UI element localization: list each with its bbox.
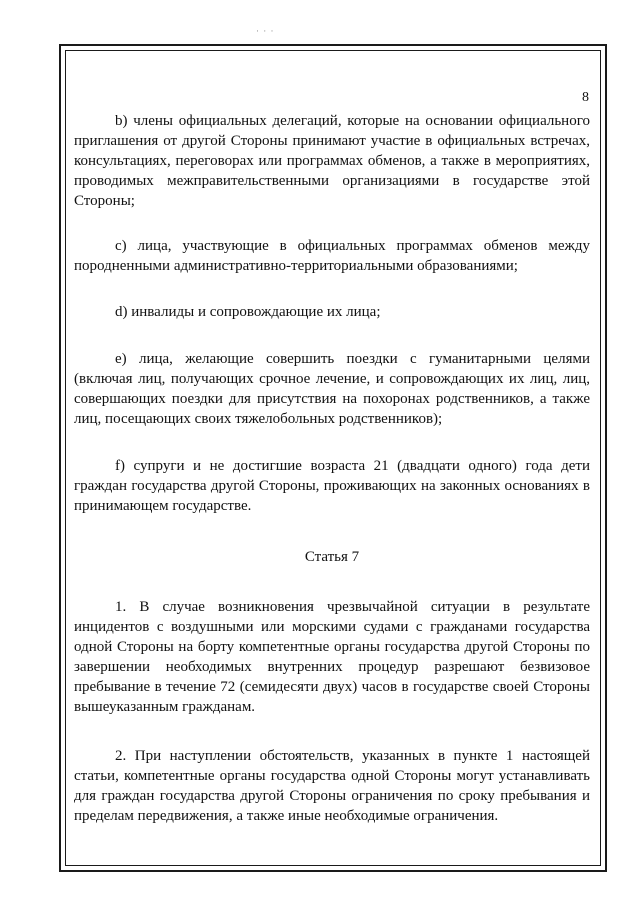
article-paragraph-2: 2. При наступлении обстоятельств, указанных в пункте 1 настоящей статьи, компетентные органы государства одной Стороны могут устанавливать для граждан государства другой Стороны ограничения по сроку пребывания и пределам передвижения, а также иные необходимые ограничения. <box>74 748 590 824</box>
paragraph-item-b: b) члены официальных делегаций, которые на основании официального приглашения от другой Стороны принимают участие в официальных встречах, консультациях, переговорах или программах обменов, а также в мероприятиях, проводимых межправительственными организациями в государстве этой Стороны; <box>74 113 590 209</box>
document-body <box>74 111 590 826</box>
page-number: 8 <box>582 90 589 105</box>
paragraph-item-d: d) инвалиды и сопровождающие их лица; <box>115 304 381 320</box>
paragraph-item-f: f) супруги и не достигшие возраста 21 (двадцати одного) года дети граждан государства другой Стороны, проживающих на законных основаниях в принимающем государстве. <box>74 458 590 514</box>
article-heading: Статья 7 <box>304 549 360 565</box>
paragraph-item-c: c) лица, участвующие в официальных программах обменов между породненными административно-территориальными образованиями; <box>74 238 590 274</box>
article-paragraph-1: 1. В случае возникновения чрезвычайной ситуации в результате инцидентов с воздушными или морскими судами с гражданами государства одной Стороны на борту компетентные органы государства другой Стороны по завершении необходимых внутренних процедур разрешают безвизовое пребывание в течение 72 (семидесяти двух) часов в государстве своей Стороны вышеуказанным гражданам. <box>74 599 590 715</box>
scan-mark: · · · <box>256 26 275 36</box>
paragraph-item-e: e) лица, желающие совершить поездки с гуманитарными целями (включая лиц, получающих срочное лечение, и сопровождающих их лиц, лиц, совершающих поездки для присутствия на похоронах родственников, а также лиц, посещающих своих тяжелобольных родственников); <box>74 351 590 427</box>
